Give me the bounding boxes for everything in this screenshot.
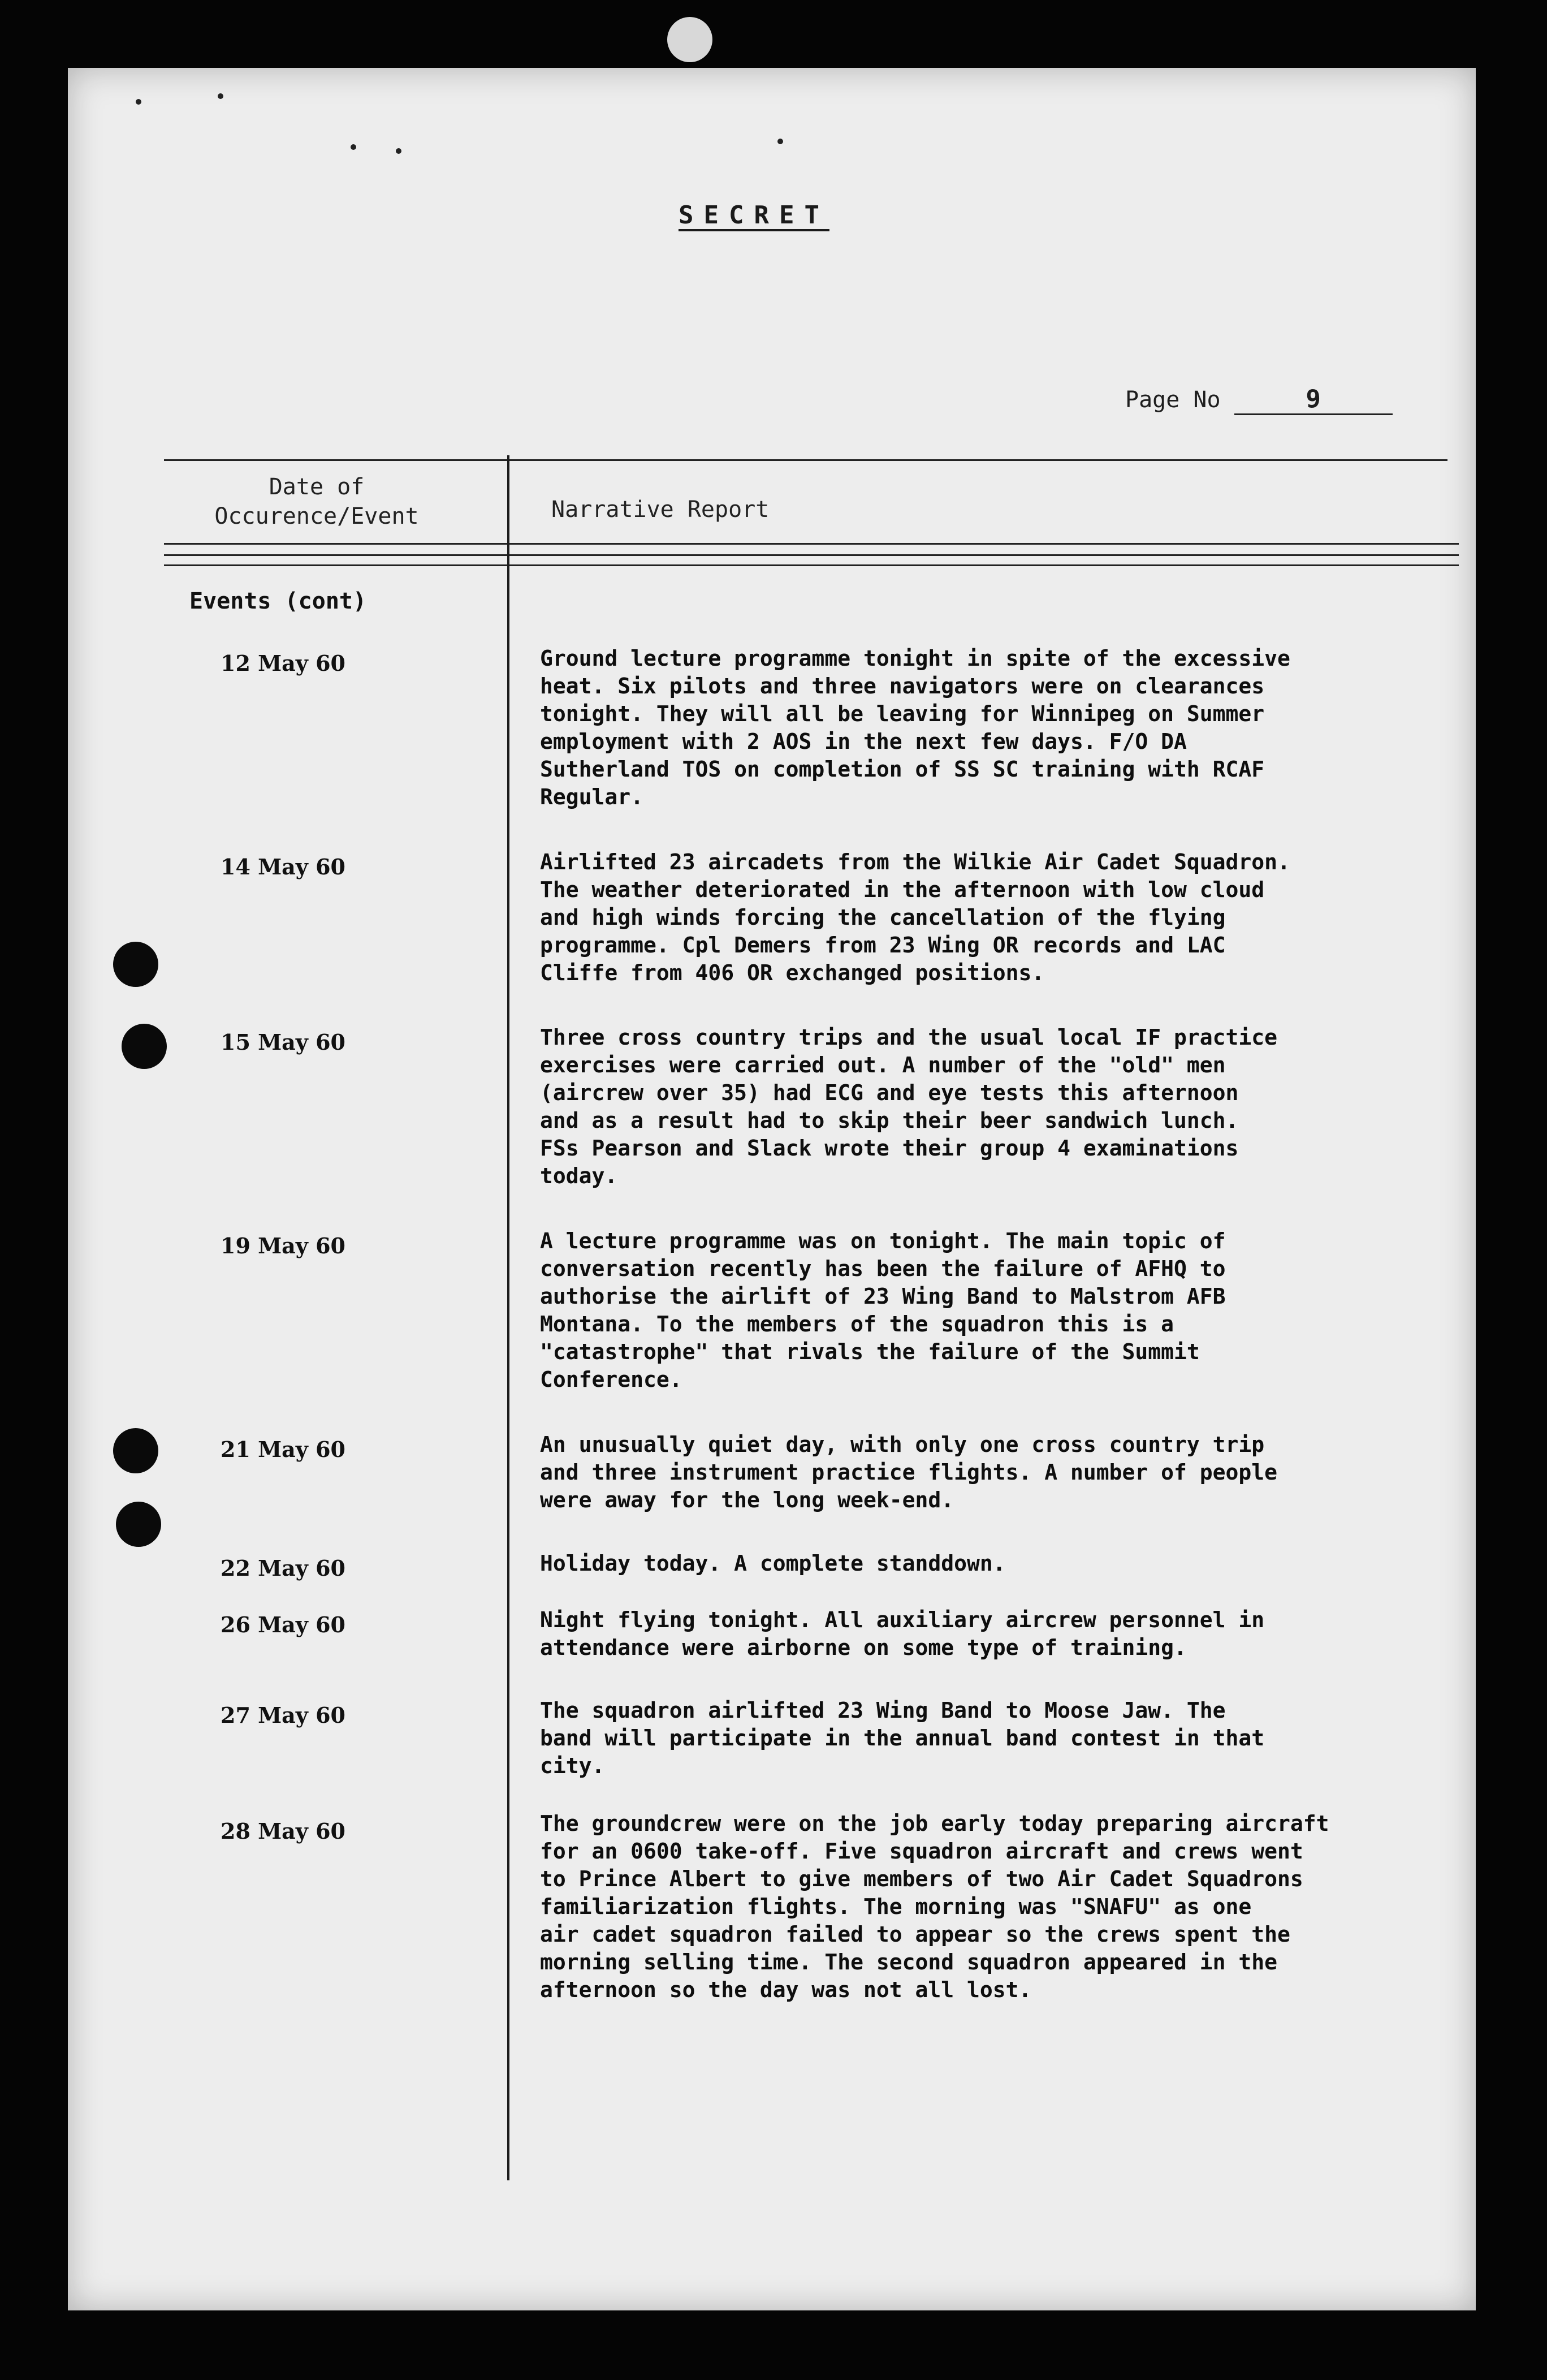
punch-hole <box>113 942 158 987</box>
entry-narrative: Three cross country trips and the usual local IF practice exercises were carried out. A number of the "old" men (aircrew over 35) had ECG and eye tests this afternoon and as a result had to skip their beer sandwich lunch. FSs Pearson and Slack wrote their group 4 examinations today. <box>540 1025 1278 1188</box>
page-number: 9 <box>1234 385 1393 415</box>
date-column-header: Date of Occurence/Event <box>214 474 419 529</box>
entry-date: 27 May 60 <box>221 1702 345 1728</box>
entry-narrative: The groundcrew were on the job early today preparing aircraft for an 0600 take-off. Five squadron aircraft and crews went to Prince Albert to give members of two Air Cadet Squadrons familiarization flights. The morning was "SNAFU" as one air cadet squadron failed to appear so the crews spent the morning selling time. The second squadron appeared in the afternoon so the day was not all lost. <box>540 1811 1329 2002</box>
header-rule-3 <box>164 564 1459 566</box>
film-hole <box>667 17 712 62</box>
entry-date: 15 May 60 <box>221 1029 345 1055</box>
page-label: Page No <box>1125 387 1221 413</box>
punch-hole <box>113 1428 158 1473</box>
entry-narrative: An unusually quiet day, with only one cross country trip and three instrument practice flights. A number of people were away for the long week-end. <box>540 1432 1278 1512</box>
entry-date: 21 May 60 <box>221 1437 345 1462</box>
header-rule-2 <box>164 554 1459 556</box>
page-number-field <box>1125 385 1393 415</box>
speck <box>396 148 401 154</box>
speck <box>218 93 223 99</box>
entry-date: 22 May 60 <box>221 1555 345 1581</box>
classification-heading: SECRET <box>679 201 829 230</box>
entry-date: 19 May 60 <box>221 1233 345 1258</box>
entry-narrative: A lecture programme was on tonight. The main topic of conversation recently has been the failure of AFHQ to authorise the airlift of 23 Wing Band to Malstrom AFB Montana. To the members of the squadron this is a "catastrophe" that rivals the failure of the Summit Conference. <box>540 1228 1226 1392</box>
speck <box>136 99 141 105</box>
speck <box>777 139 783 144</box>
entry-narrative: The squadron airlifted 23 Wing Band to Moose Jaw. The band will participate in the annual band contest in that city. <box>540 1698 1265 1778</box>
entry-narrative: Ground lecture programme tonight in spite of the excessive heat. Six pilots and three navigators were on clearances tonight. They will all be leaving for Winnipeg on Summer employment with 2 AOS in the next few days. F/O DA Sutherland TOS on completion of SS SC training with RCAF Regular. <box>540 646 1290 809</box>
entry-date: 12 May 60 <box>221 650 345 676</box>
column-divider <box>507 455 509 2180</box>
speck <box>351 144 356 150</box>
entry-date: 28 May 60 <box>221 1818 345 1844</box>
narrative-column-header: Narrative Report <box>551 497 770 523</box>
entry-narrative: Holiday today. A complete standdown. <box>540 1551 1006 1576</box>
table-top-rule <box>164 459 1447 461</box>
entry-date: 14 May 60 <box>221 854 345 879</box>
entry-narrative: Night flying tonight. All auxiliary aircrew personnel in attendance were airborne on some type of training. <box>540 1607 1265 1660</box>
punch-hole <box>116 1502 161 1547</box>
punch-hole <box>122 1024 167 1069</box>
header-rule-1 <box>164 543 1459 545</box>
entry-narrative: Airlifted 23 aircadets from the Wilkie Air Cadet Squadron. The weather deteriorated in the afternoon with low cloud and high winds forcing the cancellation of the flying programme. Cpl Demers from 23 Wing OR records and LAC Cliffe from 406 OR exchanged positions. <box>540 850 1290 985</box>
entry-date: 26 May 60 <box>221 1612 345 1637</box>
section-title: Events (cont) <box>189 588 367 614</box>
